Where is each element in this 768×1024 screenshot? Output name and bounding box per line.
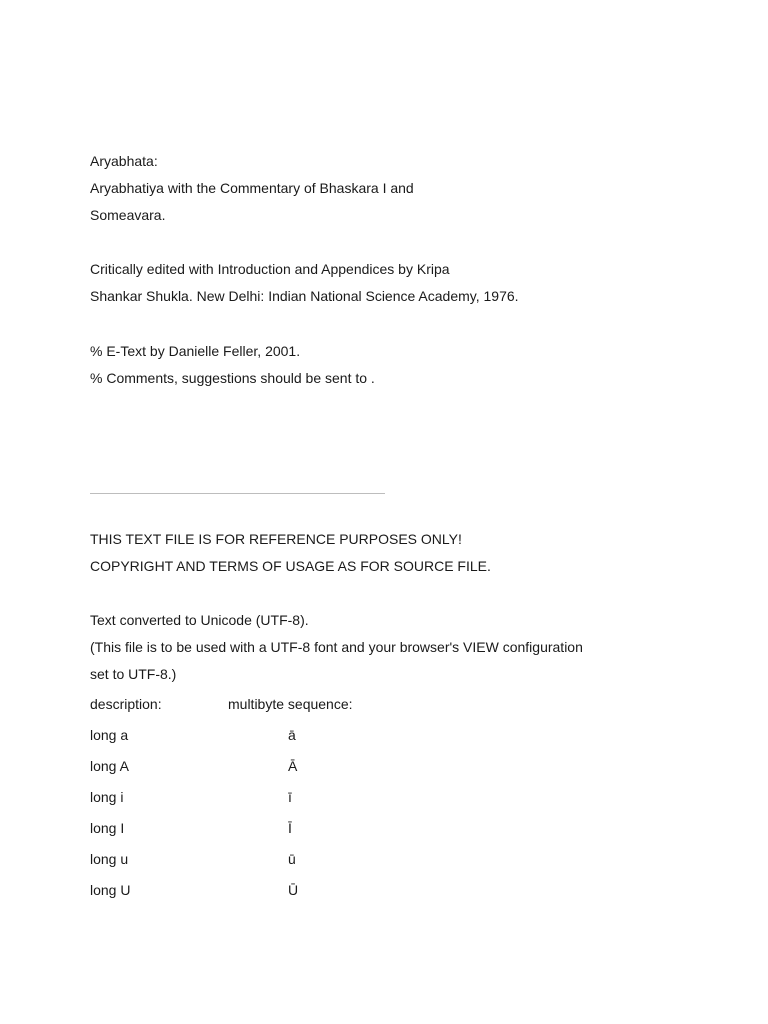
row-character: Ū	[288, 882, 299, 898]
encoding-line-2: (This file is to be used with a UTF-8 font and your browser's VIEW configuration	[90, 639, 583, 655]
row-character: ū	[288, 851, 296, 867]
row-description: long A	[90, 758, 129, 774]
row-description: long i	[90, 789, 124, 805]
horizontal-divider	[90, 493, 385, 494]
etext-comments-line: % Comments, suggestions should be sent to .	[90, 370, 375, 386]
encoding-line-1: Text converted to Unicode (UTF-8).	[90, 612, 309, 628]
table-header-row	[90, 695, 490, 713]
row-character: ī	[288, 789, 292, 805]
title-line-1: Aryabhatiya with the Commentary of Bhaskara I and	[90, 180, 414, 196]
row-description: long a	[90, 727, 129, 743]
row-description: long u	[90, 851, 129, 867]
author-line: Aryabhata:	[90, 153, 158, 169]
table-row	[90, 881, 490, 899]
notice-line-1: THIS TEXT FILE IS FOR REFERENCE PURPOSES ONLY!	[90, 531, 462, 547]
table-header-description: description:	[90, 696, 162, 712]
row-character: Ī	[288, 820, 292, 836]
etext-credit-line: % E-Text by Danielle Feller, 2001.	[90, 343, 301, 359]
table-row	[90, 850, 490, 868]
edition-line-1: Critically edited with Introduction and Appendices by Kripa	[90, 261, 450, 277]
table-row	[90, 726, 490, 744]
table-row	[90, 819, 490, 837]
table-header-sequence: multibyte sequence:	[228, 696, 353, 712]
row-description: long I	[90, 820, 125, 836]
notice-line-2: COPYRIGHT AND TERMS OF USAGE AS FOR SOURCE FILE.	[90, 558, 491, 574]
encoding-line-3: set to UTF-8.)	[90, 666, 177, 682]
row-character: ā	[288, 727, 296, 743]
title-line-2: Someavara.	[90, 207, 166, 223]
row-character: Ā	[288, 758, 298, 774]
table-row	[90, 788, 490, 806]
table-row	[90, 757, 490, 775]
edition-line-2: Shankar Shukla. New Delhi: Indian National Science Academy, 1976.	[90, 288, 519, 304]
row-description: long U	[90, 882, 131, 898]
